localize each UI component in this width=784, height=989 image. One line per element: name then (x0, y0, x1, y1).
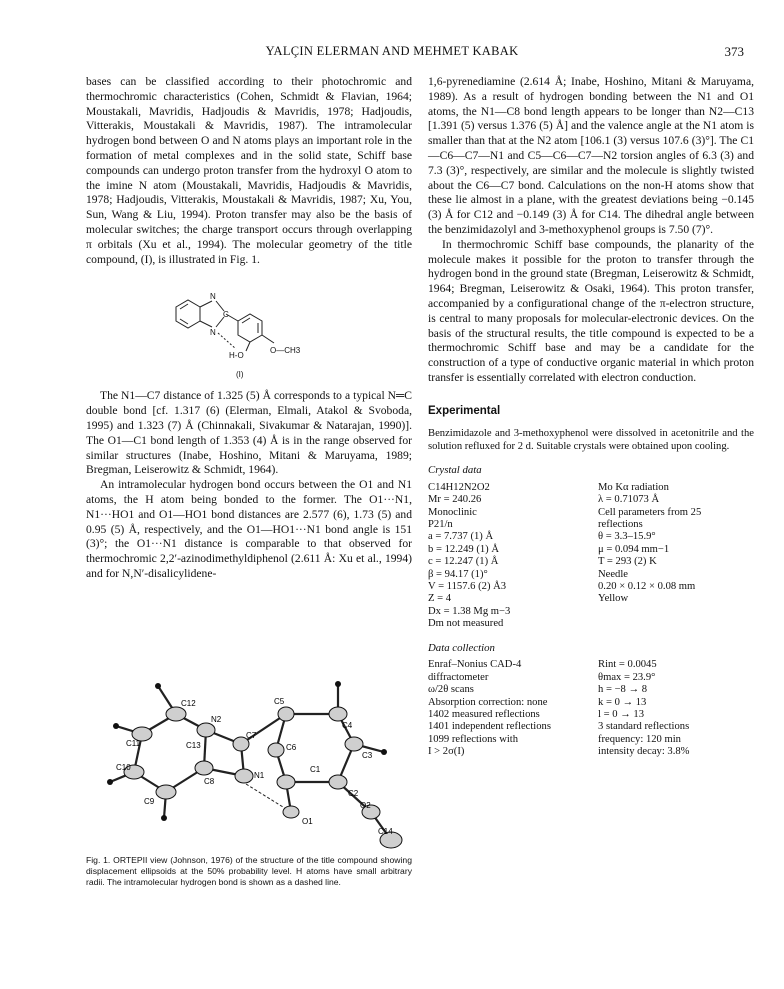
chemical-scheme (86, 273, 412, 385)
crystal-data-line: Mo Kα radiation (598, 481, 669, 493)
ortep-figure (86, 672, 412, 850)
data-collection-line: 1402 measured reflections (428, 709, 540, 721)
scheme-compound-label: (I) (236, 370, 244, 380)
atom-label-c5: C5 (274, 697, 285, 706)
crystal-data-line: 0.20 × 0.12 × 0.08 mm (598, 580, 696, 592)
crystal-data-line: Dm not measured (428, 618, 504, 630)
crystal-data-left (428, 482, 598, 631)
data-collection-line: I > 2σ(I) (428, 746, 465, 758)
data-collection-line: 1401 independent reflections (428, 721, 551, 733)
atom-label-c4: C4 (342, 721, 353, 730)
left-paragraph-3: An intramolecular hydrogen bond occurs between the O1 and N1 atoms, the H atom being bonded to the former. The O1···N1, N1···HO1 and O1—HO1 bond distances are 2.577 (6), 1.73 (5) and 0.95 (5) Å, respectively, and the O1—HO1···N1 bond angle is 151 (3)°; the O1···N1 distance is comparable to that observed for thermochromic 2,2′-azinodimethyldiphenol (2.611 Å: Xu et al., 1994) and for N,N′-disalicylidene- (86, 478, 412, 580)
atom-label-c10: C10 (116, 763, 131, 772)
data-collection-line: l = 0 → 13 (598, 709, 644, 721)
crystal-data-right (598, 482, 754, 631)
crystal-data-line: Cell parameters from 25 (598, 506, 702, 518)
data-collection-table (428, 659, 754, 758)
experimental-heading: Experimental (428, 404, 501, 417)
experimental-text: Benzimidazole and 3-methoxyphenol were dissolved in acetonitrile and the solution refluxed for 2 d. Suitable crystals were obtained upon cooling. (428, 427, 754, 452)
page-number: 373 (724, 44, 744, 59)
scheme-n-upper: N (210, 292, 216, 302)
crystal-data-line: a = 7.737 (1) Å (428, 531, 494, 543)
data-collection-line: 1099 reflections with (428, 733, 519, 745)
atom-label-c1: C1 (310, 765, 321, 774)
right-paragraph-1: 1,6-pyrenediamine (2.614 Å; Inabe, Hoshino, Mitani & Maruyama, 1989). As a result of hydrogen bonding between the N1 and O1 atoms, the N1—C8 bond length appears to be longer than N2—C13 [1.391 (5) versus 1.376 (5) Å] and the valence angle at the N1 atom is smaller than that at the N2 atom [106.1 (3) versus 107.6 (3)°]. The C1—C6—C7—N1 and C5—C6—C7—N2 torsion angles of 6.3 (3) and 7.3 (3)°, respectively, are similar and the molecule is slightly twisted about the C6—C7 bond. Calculations on the non-H atoms show that these lie almost in a plane, with the greatest deviations being −0.145 (3) Å for C12 and −0.149 (3) Å for C14. The dihedral angle between the benzimidazolyl and 3-methoxyphenol groups is 7.50 (7)°. (428, 75, 754, 236)
crystal-data-line: λ = 0.71073 Å (598, 494, 660, 506)
crystal-data-line: b = 12.249 (1) Å (428, 543, 500, 555)
crystal-data-line: reflections (598, 518, 643, 530)
data-collection-heading: Data collection (428, 641, 495, 654)
crystal-data-line: μ = 0.094 mm−1 (598, 543, 670, 555)
crystal-data-line: Needle (598, 568, 628, 580)
data-collection-line: intensity decay: 3.8% (598, 746, 690, 758)
crystal-data-line: Dx = 1.38 Mg m−3 (428, 605, 511, 617)
data-collection-line: Absorption correction: none (428, 696, 548, 708)
left-paragraph-2: The N1—C7 distance of 1.325 (5) Å corresponds to a typical N═C double bond [cf. 1.317 (6) (Elerman, Elmali, Atakol & Svoboda, 1995) and 1.323 (7) Å (Chinnakali, Sivakumar & Natarajan, 1990)]. The O1—C1 bond length of 1.353 (4) Å is in the range observed for similar structures (Inabe, Hoshino, Mitani & Maruyama, 1989; Bregman, Leiserowitz & Schmidt, 1964). (86, 389, 412, 477)
atom-label-c3: C3 (362, 751, 373, 760)
crystal-data-table (428, 482, 754, 631)
data-collection-right (598, 659, 754, 758)
data-collection-line: h = −8 → 8 (598, 684, 648, 696)
data-collection-line: ω/2θ scans (428, 684, 474, 696)
crystal-data-line: P21/n (428, 518, 453, 530)
crystal-data-line: β = 94.17 (1)° (428, 568, 488, 580)
atom-label-n2: N2 (211, 715, 222, 724)
crystal-data-line: Mr = 240.26 (428, 494, 482, 506)
running-header (0, 44, 784, 62)
atom-label-c9: C9 (144, 797, 155, 806)
atom-label-c2: C2 (348, 789, 359, 798)
left-paragraph-1: bases can be classified according to their photochromic and thermochromic characteristics (Cohen, Schmidt & Flavian, 1964; Moustakali, Mavridis, Hadjoudis & Mavridis, 1978; Hadjoudis, Vitterakis, Moustakali & Mavridis, 1987). The intramolecular hydrogen bond between O and N atoms plays an important role in the formation of metal complexes and in the solid state, Schiff base compounds can undergo proton transfer from the hydroxyl O atom to the imine N atom (Moustakali, Mavridis, Hadjoudis & Mavridis, 1978; Hadjoudis, Vitterakis, Moustakali & Mavridis, 1987; Xu, You, Sun, Wang & Liu, 1994). Proton transfer may also be the basis of molecular switches; the charge transport occurs through overlapping π orbitals (Xu et al., 1994). The molecular geometry of the title compound, (I), is illustrated in Fig. 1. (86, 75, 412, 266)
scheme-ho: H-O (229, 351, 244, 361)
atom-label-o2: O2 (360, 801, 371, 810)
crystal-data-line: C14H12N2O2 (428, 481, 490, 493)
scheme-och3: O—CH3 (270, 346, 301, 356)
data-collection-line: 3 standard reflections (598, 721, 690, 733)
atom-label-c14: C14 (378, 827, 393, 836)
right-column (428, 75, 754, 759)
left-column (86, 75, 412, 582)
data-collection-left (428, 659, 598, 758)
atom-label-c7: C7 (246, 731, 257, 740)
data-collection-line: Rint = 0.0045 (598, 659, 657, 671)
scheme-c: C (223, 310, 229, 320)
figure-caption: Fig. 1. ORTEPII view (Johnson, 1976) of the structure of the title compound showing displacement ellipsoids at the 50% probability level. H atoms have small arbitrary radii. The intramolecular hydrogen bond is shown as a dashed line. (86, 855, 412, 887)
crystal-data-line: T = 293 (2) K (598, 556, 657, 568)
crystal-data-line: Monoclinic (428, 506, 477, 518)
data-collection-line: Enraf–Nonius CAD-4 (428, 659, 522, 671)
crystal-data-line: V = 1157.6 (2) Å3 (428, 580, 507, 592)
atom-label-c8: C8 (204, 777, 215, 786)
scheme-structure (166, 273, 336, 385)
ortep-diagram (86, 672, 412, 850)
atom-label-c13: C13 (186, 741, 201, 750)
data-collection-line: diffractometer (428, 671, 489, 683)
data-collection-line: k = 0 → 13 (598, 696, 647, 708)
data-collection-line: θmax = 23.9° (598, 671, 656, 683)
atom-label-o1: O1 (302, 817, 313, 826)
atom-label-n1: N1 (254, 771, 265, 780)
atom-label-c11: C11 (126, 739, 141, 748)
crystal-data-line: Yellow (598, 593, 629, 605)
atom-label-c12: C12 (181, 699, 196, 708)
atom-label-c6: C6 (286, 743, 297, 752)
crystal-data-line: c = 12.247 (1) Å (428, 556, 499, 568)
scheme-n-lower: N (210, 328, 216, 338)
running-title: YALÇIN ELERMAN AND MEHMET KABAK (265, 44, 519, 58)
crystal-data-heading: Crystal data (428, 463, 482, 476)
right-paragraph-2: In thermochromic Schiff base compounds, the planarity of the molecule makes it possible for the proton to transfer through the hydrogen bond in the ground state (Bregman, Leiserowitz & Schmidt, 1964; Bregman, Leiserowitz & Osaki, 1964). This proton transfer, accompanied by a configurational change of the π-electron structure, is central to many proposals for molecular-electronic devices. On the basis of the structural results, the title compound is expected to be a thermochromic Schiff base and may be a candidate for the construction of a type of conductive organic material in which proton transfer is essentially correlated with electron conduction. (428, 237, 754, 384)
data-collection-line: frequency: 120 min (598, 733, 681, 745)
crystal-data-line: θ = 3.3–15.9° (598, 531, 656, 543)
crystal-data-line: Z = 4 (428, 593, 452, 605)
